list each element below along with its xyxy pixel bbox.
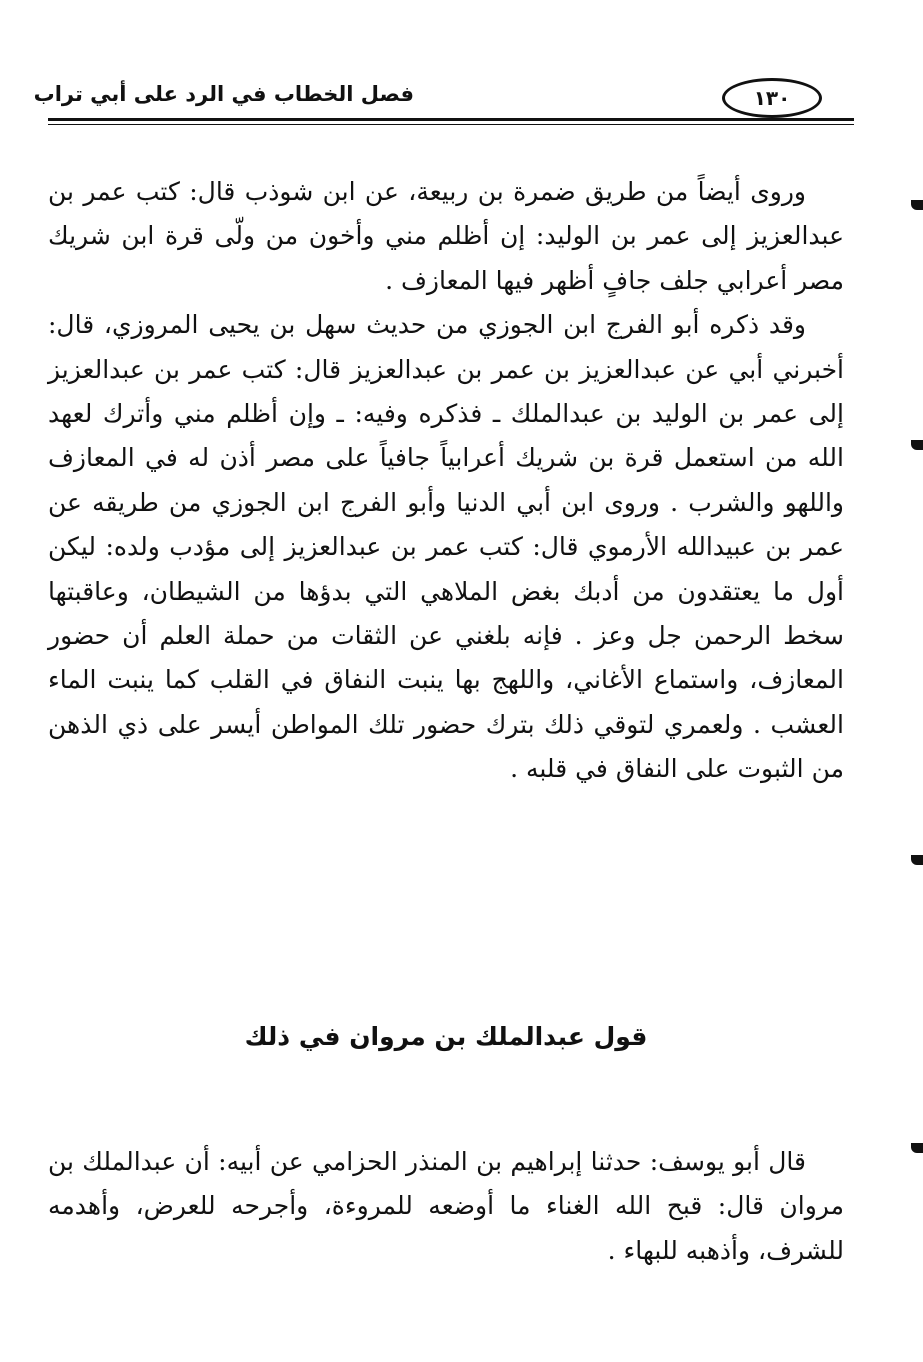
margin-mark [911, 1143, 923, 1153]
running-header [33, 78, 854, 130]
paragraph: وروى أيضاً من طريق ضمرة بن ربيعة، عن ابن شوذب قال: كتب عمر بن عبدالعزيز إلى عمر بن الوليد: إن أظلم مني وأخون من ولّى قرة ابن شريك مصر أعرابي جلف جافٍ أظهر فيها المعازف . [48, 177, 844, 295]
section-text [48, 1140, 844, 1273]
margin-mark [911, 200, 923, 210]
margin-mark [911, 855, 923, 865]
paragraph: وقد ذكره أبو الفرج ابن الجوزي من حديث سهل بن يحيى المروزي، قال: أخبرني أبي عن عبدالعزيز بن عمر بن عبدالعزيز قال: كتب عمر بن عبدالعزيز إلى عمر بن الوليد بن عبدالملك ـ فذكره وفيه: ـ وإن أظلم مني وأترك لعهد الله من استعمل قرة بن شريك أعرابياً جافياً على مصر أذن له في المعازف واللهو والشرب . وروى ابن أبي الدنيا وأبو الفرج ابن الجوزي من طريقه عن عمر بن عبيدالله الأرموي قال: كتب عمر بن عبدالعزيز إلى مؤدب ولده: ليكن أول ما يعتقدون من أدبك بغض الملاهي التي بدؤها من الشيطان، وعاقبتها سخط الرحمن جل وعز . فإنه بلغني عن الثقات من حملة العلم أن حضور المعازف، واستماع الأغاني، واللهج بها ينبت النفاق في القلب كما ينبت الماء العشب . ولعمري لتوقي ذلك بترك حضور تلك المواطن أيسر على ذي الذهن من الثبوت على النفاق في قلبه . [48, 310, 844, 784]
header-rule-thick [48, 118, 854, 121]
book-title: فصل الخطاب في الرد على أبي تراب [33, 82, 414, 106]
margin-mark [911, 440, 923, 450]
header-rule-thin [48, 124, 854, 125]
main-text [48, 170, 844, 792]
page-number-badge [722, 78, 822, 118]
page-number: ١٣٠ [753, 86, 791, 110]
section-heading: قول عبدالملك بن مروان في ذلك [244, 1022, 648, 1051]
paragraph: قال أبو يوسف: حدثنا إبراهيم بن المنذر الحزامي عن أبيه: أن عبدالملك بن مروان قال: قبح الله الغناء ما أوضعه للمروءة، وأجرحه للعرض، وأهدمه للشرف، وأذهبه للبهاء . [48, 1147, 844, 1265]
